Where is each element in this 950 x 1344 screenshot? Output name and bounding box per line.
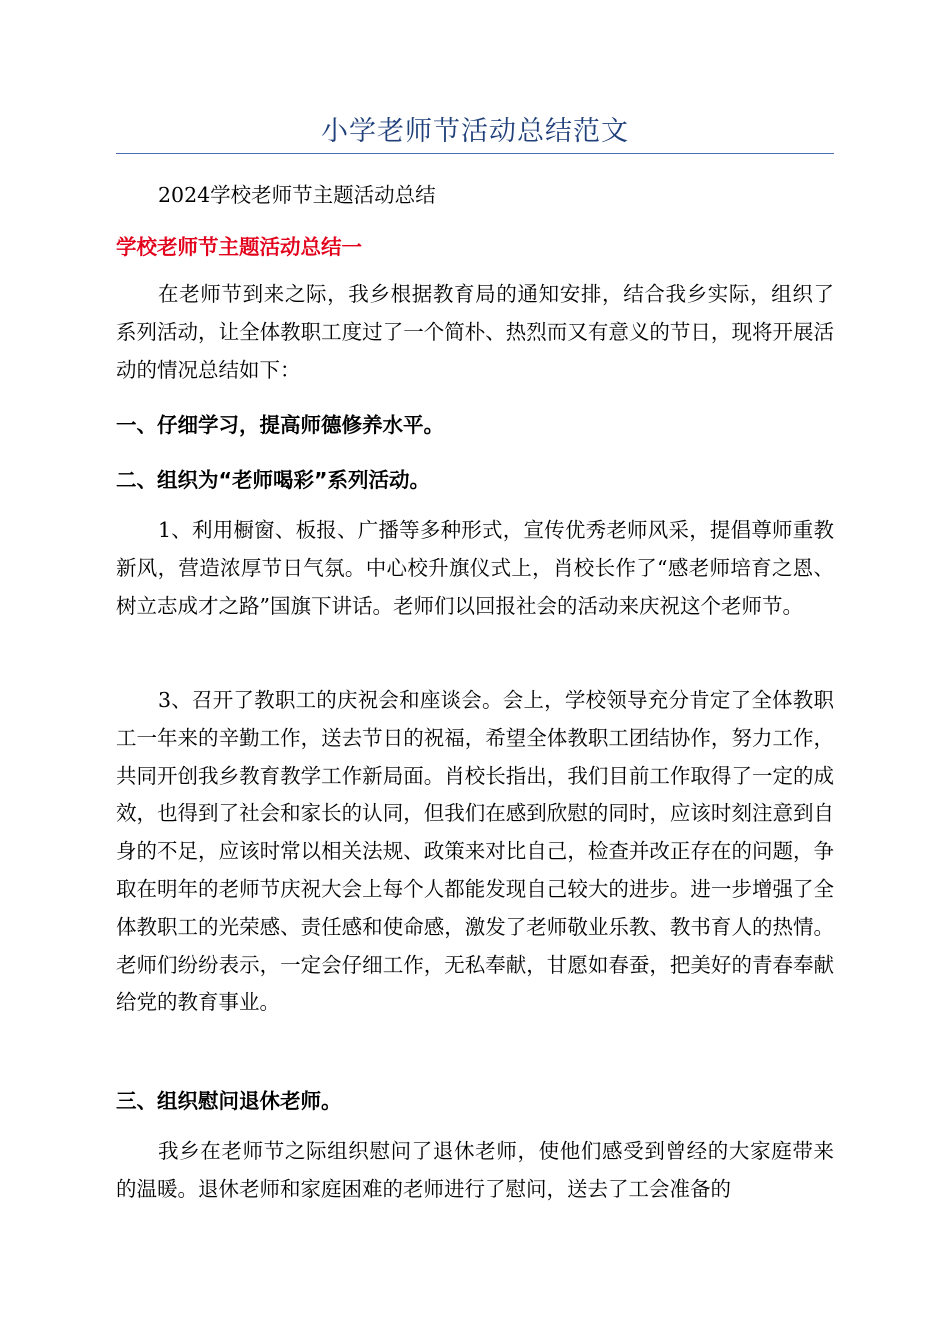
paragraph-item-3: 3、召开了教职工的庆祝会和座谈会。会上，学校领导充分肯定了全体教职工一年来的辛勤工作，送去节日的祝福，希望全体教职工团结协作，努力工作，共同开创我乡教育教学工作新局面。肖校长指出，我们目前工作取得了一定的成效，也得到了社会和家长的认同，但我们在感到欣慰的同时，应该时刻注意到自身的不足，应该时常以相关法规、政策来对比自己，检查并改正存在的问题，争取在明年的老师节庆祝大会上每个人都能发现自己较大的进步。进一步增强了全体教职工的光荣感、责任感和使命感，激发了老师敬业乐教、教书育人的热情。老师们纷纷表示，一定会仔细工作，无私奉献，甘愿如春蚕，把美好的青春奉献给党的教育事业。 [116,688,834,1015]
heading-three: 三、组织慰问退休老师。 [116,1089,342,1113]
paragraph-item-1: 1、利用橱窗、板报、广播等多种形式，宣传优秀老师风采，提倡尊师重教新风，营造浓厚节日气氛。中心校升旗仪式上，肖校长作了“感老师培育之恩、树立志成才之路”国旗下讲话。老师们以回报社会的活动来庆祝这个老师节。 [116,518,834,618]
section-heading: 学校老师节主题活动总结一 [116,235,362,259]
paragraph-retired-teachers: 我乡在老师节之际组织慰问了退休老师，使他们感受到曾经的大家庭带来的温暖。退休老师和家庭困难的老师进行了慰问，送去了工会准备的 [116,1139,834,1201]
heading-two: 二、组织为“老师喝彩”系列活动。 [116,468,430,492]
title-divider [116,153,834,154]
heading-one: 一、仔细学习，提高师德修养水平。 [116,413,444,437]
intro-paragraph: 在老师节到来之际，我乡根据教育局的通知安排，结合我乡实际，组织了系列活动，让全体教职工度过了一个简朴、热烈而又有意义的节日，现将开展活动的情况总结如下： [116,282,834,382]
document-subtitle: 2024学校老师节主题活动总结 [158,183,436,207]
document-title: 小学老师节活动总结范文 [321,116,629,147]
